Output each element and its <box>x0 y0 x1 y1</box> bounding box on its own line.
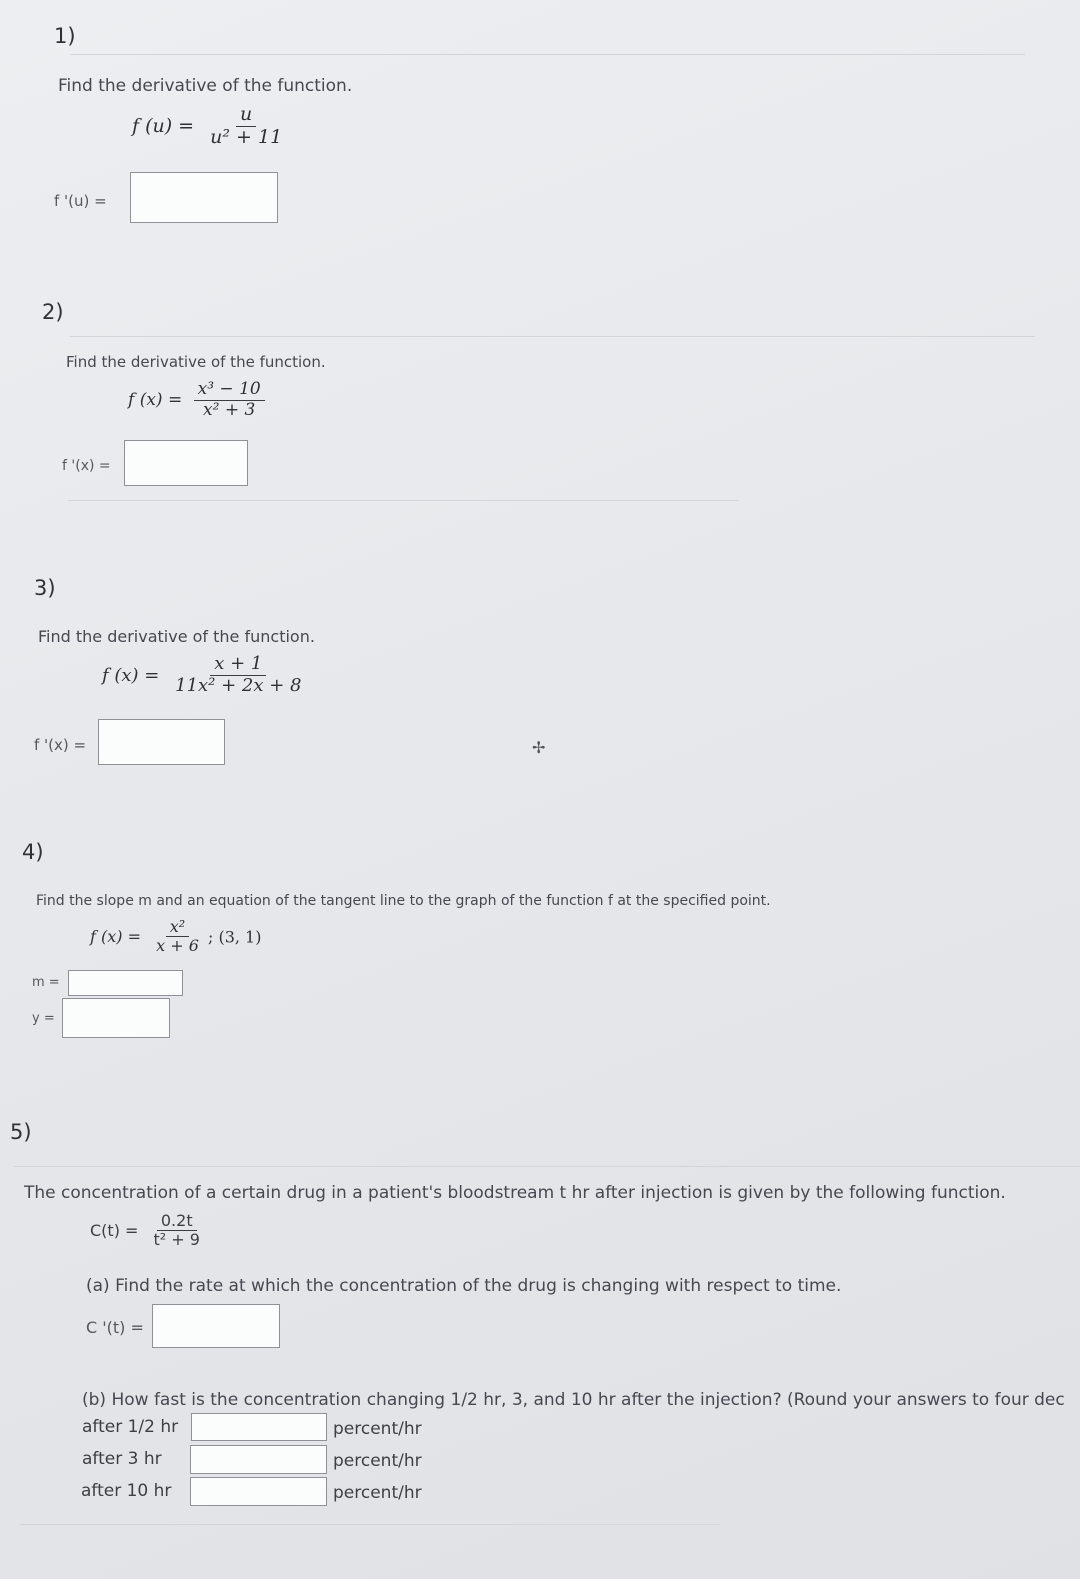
answer-label: f '(x) = <box>34 736 87 754</box>
function-lhs: C(t) = <box>90 1221 139 1241</box>
question-number: 1) <box>54 24 76 48</box>
row-label: after 1/2 hr <box>82 1417 179 1437</box>
numerator: 0.2t <box>157 1212 197 1231</box>
tangent-line-input[interactable] <box>62 998 170 1038</box>
denominator: u² + 11 <box>210 125 283 148</box>
question-prompt: Find the derivative of the function. <box>66 353 326 371</box>
denominator: 11x² + 2x + 8 <box>175 674 302 696</box>
question-number: 4) <box>22 840 44 864</box>
rate-10-hour-input[interactable] <box>190 1477 327 1506</box>
mouse-cursor-icon: ✢ <box>532 738 546 757</box>
function-lhs: f (u) = <box>132 115 195 138</box>
numerator: u <box>236 104 256 127</box>
question-number: 3) <box>34 576 56 600</box>
answer-label: f '(u) = <box>54 192 107 210</box>
derivative-answer-input[interactable] <box>98 719 225 765</box>
unit-label: percent/hr <box>333 1483 422 1503</box>
divider <box>70 54 1025 55</box>
divider <box>14 1166 1080 1167</box>
denominator: t² + 9 <box>153 1230 200 1250</box>
question-prompt: Find the slope m and an equation of the tangent line to the graph of the function f at the specified point. <box>36 893 771 909</box>
derivative-answer-input[interactable] <box>130 172 278 223</box>
specified-point: ; (3, 1) <box>207 927 262 947</box>
divider <box>20 1524 720 1525</box>
function-lhs: f (x) = <box>128 390 183 411</box>
numerator: x² <box>166 918 189 937</box>
question-number: 5) <box>10 1120 32 1144</box>
part-b-prompt: (b) How fast is the concentration changing 1/2 hr, 3, and 10 hr after the injection? (Round your answers to four dec <box>82 1390 1065 1410</box>
unit-label: percent/hr <box>333 1419 422 1439</box>
rate-3-hour-input[interactable] <box>190 1445 327 1474</box>
divider <box>70 336 1035 337</box>
row-label: after 3 hr <box>82 1449 162 1469</box>
tangent-line-label: y = <box>32 1011 55 1026</box>
function-lhs: f (x) = <box>90 927 142 947</box>
denominator: x² + 3 <box>203 399 256 420</box>
function-expression <box>102 654 306 696</box>
question-prompt: Find the derivative of the function. <box>58 76 353 96</box>
part-a-prompt: (a) Find the rate at which the concentration of the drug is changing with respect to time. <box>86 1276 842 1296</box>
function-expression <box>90 1212 204 1250</box>
question-number: 2) <box>42 300 64 324</box>
fraction <box>150 1212 204 1250</box>
function-lhs: f (x) = <box>102 664 160 686</box>
function-expression <box>132 104 286 149</box>
fraction <box>152 918 203 956</box>
question-prompt: Find the derivative of the function. <box>38 627 315 646</box>
function-expression <box>90 918 261 956</box>
divider <box>68 500 738 501</box>
numerator: x + 1 <box>210 654 266 676</box>
rate-half-hour-input[interactable] <box>191 1413 327 1441</box>
derivative-answer-input[interactable] <box>124 440 248 486</box>
numerator: x³ − 10 <box>194 380 265 401</box>
rate-answer-label: C '(t) = <box>86 1318 144 1337</box>
fraction <box>206 104 286 149</box>
unit-label: percent/hr <box>333 1451 422 1471</box>
answer-label: f '(x) = <box>62 458 111 474</box>
rate-answer-input[interactable] <box>152 1304 280 1348</box>
fraction <box>194 380 265 420</box>
fraction <box>171 654 305 696</box>
slope-label: m = <box>32 975 60 990</box>
slope-input[interactable] <box>68 970 183 996</box>
function-expression <box>128 380 265 420</box>
denominator: x + 6 <box>156 936 199 956</box>
question-prompt: The concentration of a certain drug in a patient's bloodstream t hr after injection is given by the following function. <box>24 1183 1006 1203</box>
row-label: after 10 hr <box>81 1481 172 1501</box>
